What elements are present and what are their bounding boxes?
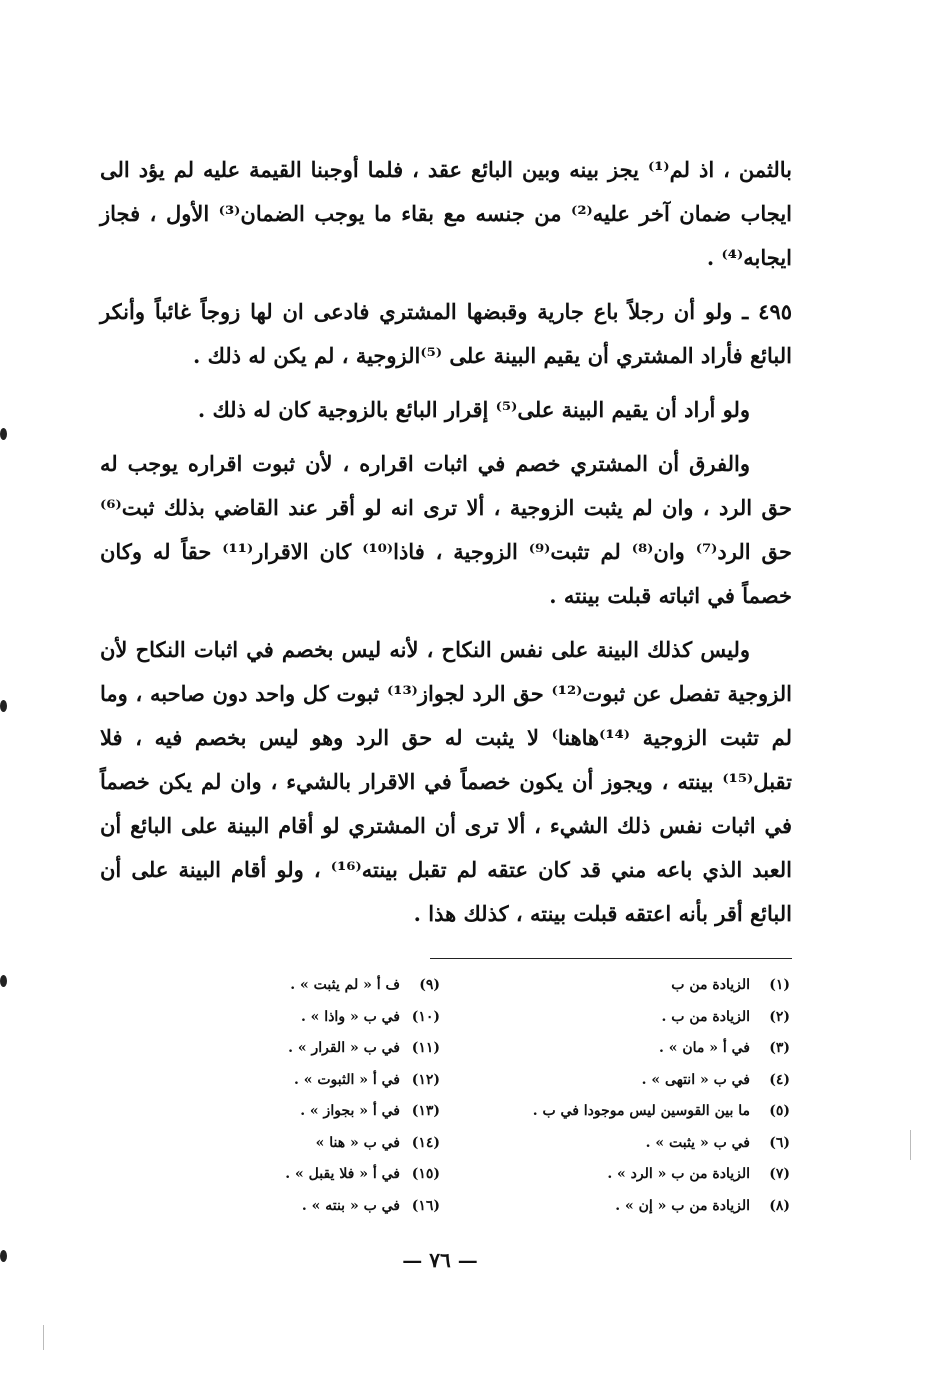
footnote-number: (٤) [769,1071,790,1088]
footnote [480,1033,790,1065]
footnote [480,1002,790,1034]
paragraph-4: والفرق أن المشتري خصم في اثبات اقراره ، لأن ثبوت اقراره يوجب له حق الرد ، وان لم يثبت الزوجية ، ألا ترى انه لو أقر عند القاضي بذلك ثبت⁽⁶⁾ حق الرد⁽⁷⁾ وان⁽⁸⁾ لم تثبت⁽⁹⁾ الزوجية ، فاذا⁽¹⁰⁾ كان الاقرار⁽¹¹⁾ حقاً له وكان خصماً في اثباته قبلت بينته . [100,451,792,608]
footnote-text: في ب « واذا » . [300,1008,400,1025]
footnote-text: ف أ « لم يثبت » . [290,977,400,993]
footnote [480,1065,790,1097]
footnote-text: في أ « الثبوت » . [293,1071,400,1088]
paragraph-495 [100,290,792,378]
footnote [480,970,790,1002]
footnote-number: (٥) [769,1103,790,1119]
footnote-text: في ب « انتهى » . [641,1071,750,1088]
paragraph-3: ولو أراد أن يقيم البينة على⁽⁵⁾ إقرار البائع بالزوجية كان له ذلك . [197,397,750,422]
footnote [180,1033,440,1065]
footnote-number: (٨) [769,1197,790,1214]
footnote [180,1128,440,1160]
footnote [480,1128,790,1160]
footnote [180,1065,440,1097]
footnote-number: (١٤) [411,1134,440,1151]
footnote [480,1191,790,1223]
paragraph-495-text: ولو أن رجلاً باع جارية وقبضها المشتري فادعى ان لها زوجاً غائباً وأنكر البائع فأراد المشتري أن يقيم البينة على ⁽⁵⁾الزوجية ، لم يكن له ذلك . [100,299,792,368]
footnote-number: (١٣) [411,1103,440,1119]
scan-line [910,1130,911,1160]
footnote-number: (١١) [411,1040,440,1056]
footnote-number: (١٥) [411,1166,440,1182]
footnote-text: في ب « يثبت » . [645,1134,750,1151]
footnote [480,1159,790,1191]
footnote-divider [430,958,792,959]
footnote-number: (٧) [769,1166,790,1182]
footnote-number: (١٢) [411,1071,440,1088]
footnote-text: في أ « بجواز » . [300,1103,400,1119]
scan-mark [0,428,7,440]
paragraph-continuation: بالثمن ، اذ لم⁽¹⁾ يجز بينه وبين البائع عقد ، فلما أوجبنا القيمة عليه لم يؤد الى ايجاب ضمان آخر عليه⁽²⁾ من جنسه مع بقاء ما يوجب الضمان⁽³⁾ الأول ، فجاز ايجابه⁽⁴⁾ . [100,157,793,270]
footnotes-right-column [480,970,790,1222]
footnote-number: (١٦) [411,1197,440,1214]
footnote-text: الزيادة من ب « الرد » . [607,1166,750,1182]
footnote-text: في أ « فلا يقبل » . [285,1166,400,1182]
main-text [100,148,792,946]
footnote-text: الزيادة من ب [671,977,750,993]
footnote-text: ما بين القوسين ليس موجودا في ب . [532,1103,750,1119]
footnote-text: في أ « مان » . [658,1040,750,1056]
page-number: — ٧٦ — [402,1248,478,1272]
scan-mark [0,975,7,987]
paragraph-5: وليس كذلك البينة على نفس النكاح ، لأنه ليس بخصم في اثبات النكاح لأن الزوجية تفصل عن ثبوت⁽¹²⁾ حق الرد لجواز⁽¹³⁾ ثبوت كل واحد دون صاحبه ، وما لم تثبت الزوجية ⁽¹⁴⁾هاهنا⁾ لا يثبت له حق الرد وهو ليس بخصم فيه ، فلا تقبل⁽¹⁵⁾ بينته ، ويجوز أن يكون خصماً في الاقرار بالشيء ، وان لم يكن خصماً في اثبات نفس ذلك الشيء ، ألا ترى أن المشتري لو أقام البينة على البائع أن العبد الذي باعه مني قد كان عتقه لم تقبل بينته⁽¹⁶⁾ ، ولو أقام البينة على أن البائع أقر بأنه اعتقه قبلت بينته ، كذلك هذا . [100,637,793,926]
scan-mark [0,1250,7,1262]
footnote [180,1159,440,1191]
footnote-number: (٣) [769,1040,790,1056]
footnote-text: الزيادة من ب . [661,1008,750,1025]
scan-line [43,1325,44,1350]
footnote-text: في ب « القرار » . [288,1040,400,1056]
footnote-number: (٦) [769,1134,790,1151]
footnote-text: في ب « هنا » [315,1134,400,1151]
paragraph-number: ٤٩٥ ـ [742,299,793,324]
footnote-number: (١) [769,977,790,993]
footnote-text: في ب « بنته » . [301,1197,400,1214]
footnotes-left-column [180,970,440,1222]
footnote-number: (٩) [419,977,440,993]
footnote-number: (٢) [769,1008,790,1025]
footnote [180,1096,440,1128]
scan-mark [0,700,7,712]
footnote-number: (١٠) [411,1008,440,1025]
footnote [180,1191,440,1223]
footnote-text: الزيادة من ب « إن » . [615,1197,750,1214]
footnote [480,1096,790,1128]
footnote [180,1002,440,1034]
footnote [180,970,440,1002]
